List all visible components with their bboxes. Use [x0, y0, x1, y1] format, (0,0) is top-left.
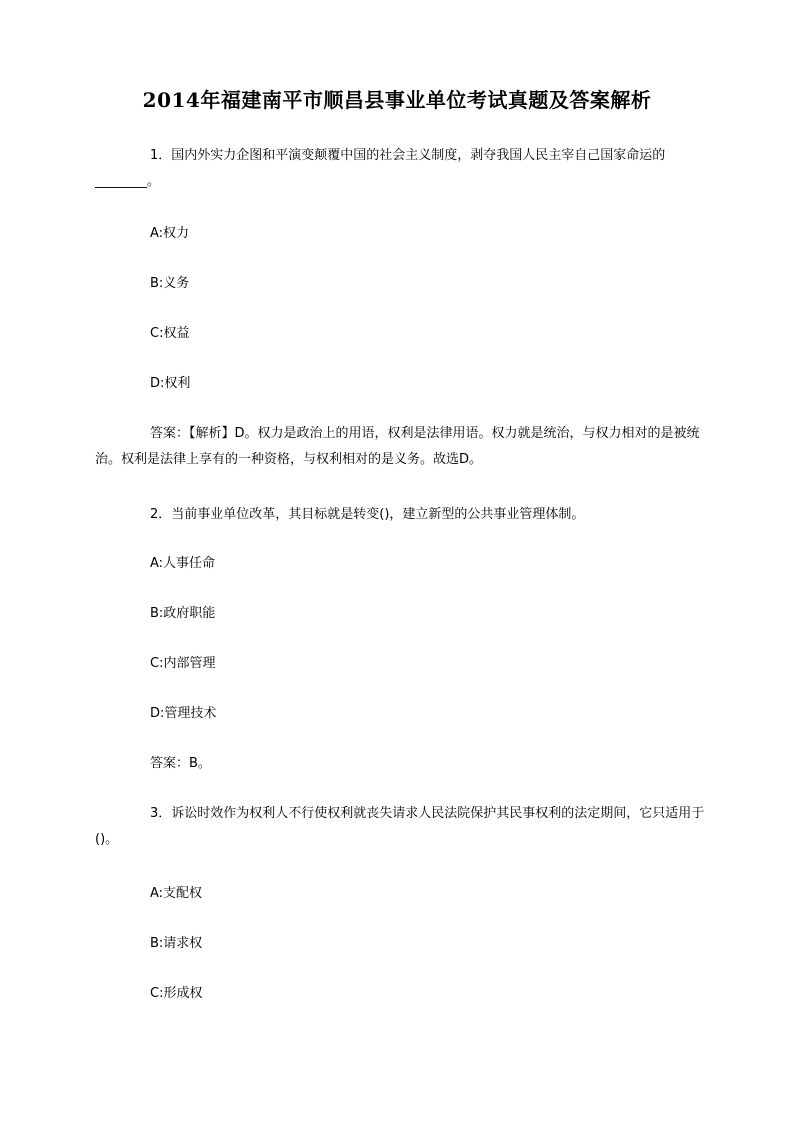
option-c: C:形成权 — [150, 986, 203, 1001]
option-b: B:政府职能 — [150, 606, 216, 621]
option-c: C:内部管理 — [150, 656, 216, 671]
option-c: C:权益 — [150, 326, 190, 341]
answer-explanation — [95, 421, 710, 473]
document-title: 2014年福建南平市顺昌县事业单位考试真题及答案解析 — [142, 88, 652, 112]
option-a: A:权力 — [150, 226, 190, 241]
answer-text: 答案：【解析】D。权力是政治上的用语，权利是法律用语。权力就是统治，与权力相对的是被统治。权利是法律上享有的一种资格，与权利相对的是义务。故选D。 — [95, 426, 700, 467]
question-stem — [95, 502, 710, 528]
option-d: D:权利 — [150, 376, 191, 391]
question-stem — [95, 143, 710, 195]
question-stem-text: 1．国内外实力企图和平演变颠覆中国的社会主义制度，剥夺我国人民主宰自己国家命运的________。 — [95, 148, 666, 189]
question-stem-text: 2．当前事业单位改革，其目标就是转变()，建立新型的公共事业管理体制。 — [150, 507, 585, 522]
option-d: D:管理技术 — [150, 706, 217, 721]
question-stem — [95, 801, 710, 853]
option-b: B:请求权 — [150, 936, 203, 951]
option-a: A:人事任命 — [150, 556, 216, 571]
answer-text: 答案：B。 — [150, 756, 211, 771]
option-a: A:支配权 — [150, 886, 203, 901]
option-b: B:义务 — [150, 276, 190, 291]
question-stem-text: 3．诉讼时效作为权利人不行使权利就丧失请求人民法院保护其民事权利的法定期间，它只适用于()。 — [95, 806, 705, 847]
